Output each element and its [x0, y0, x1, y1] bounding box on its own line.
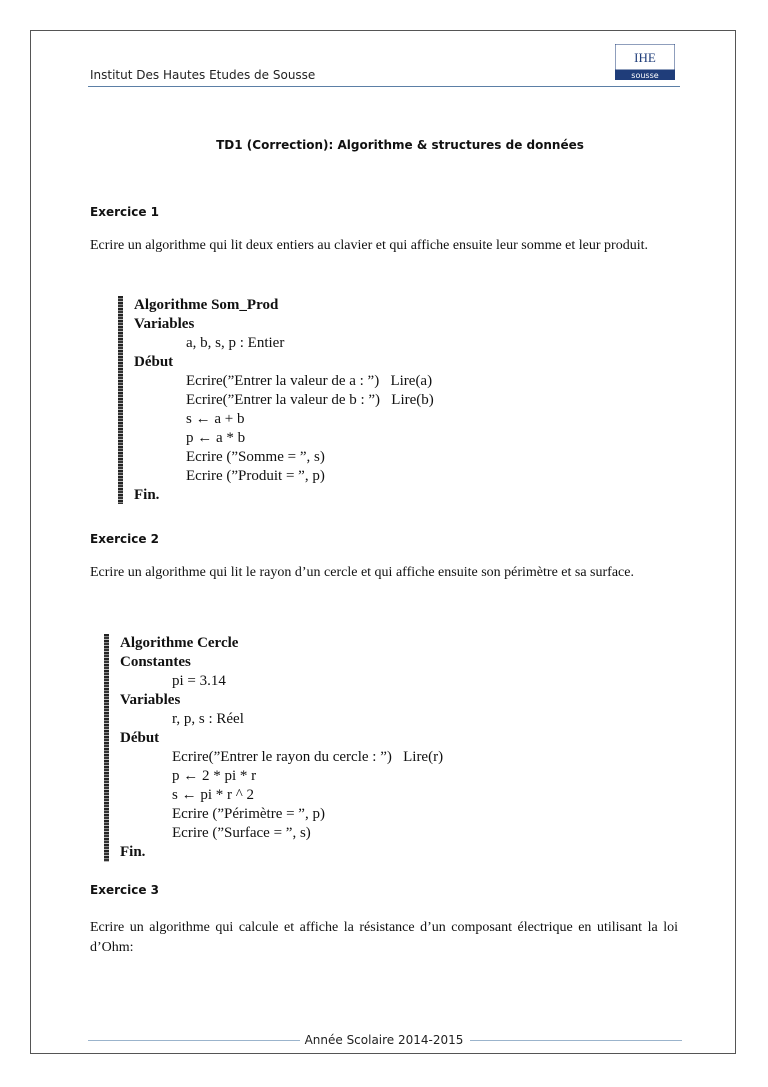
- institution-header: Institut Des Hautes Etudes de Sousse: [90, 68, 316, 82]
- exercise-1-heading: Exercice 1: [90, 205, 159, 219]
- code-line: Début: [120, 730, 160, 746]
- code-line: Ecrire (”Somme = ”, s): [186, 449, 325, 465]
- code-line: Début: [134, 354, 174, 370]
- logo-top-text: IHE: [634, 50, 656, 65]
- code-line: Ecrire(”Entrer la valeur de a : ”) Lire(a): [186, 373, 433, 389]
- code-line: pi = 3.14: [172, 673, 226, 689]
- exercise-2-code: [104, 634, 484, 862]
- code-line: Variables: [134, 316, 195, 332]
- code-line: s ← pi * r ^ 2: [172, 787, 255, 803]
- code-line: p ← 2 * pi * r: [172, 768, 257, 784]
- exercise-2-statement: Ecrire un algorithme qui lit le rayon d’un cercle et qui affiche ensuite son périmètre et sa surface.: [90, 565, 634, 580]
- code-margin-bar: [118, 296, 123, 504]
- exercise-2-heading: Exercice 2: [90, 532, 159, 546]
- exercise-3-heading: Exercice 3: [90, 883, 159, 897]
- code-line: r, p, s : Réel: [172, 711, 244, 727]
- code-line: Ecrire(”Entrer la valeur de b : ”) Lire(b): [186, 392, 434, 408]
- footer-divider-right: [470, 1040, 682, 1041]
- footer-school-year: Année Scolaire 2014-2015: [304, 1033, 464, 1047]
- header-divider: [88, 86, 680, 87]
- code-line: Ecrire (”Produit = ”, p): [186, 468, 325, 484]
- exercise-1-code: [118, 296, 478, 506]
- code-line: Algorithme Cercle: [120, 635, 239, 651]
- code-line: a, b, s, p : Entier: [186, 335, 285, 351]
- institution-logo: [615, 44, 675, 80]
- code-line: Constantes: [120, 654, 191, 670]
- exercise-1-statement: Ecrire un algorithme qui lit deux entiers au clavier et qui affiche ensuite leur somme et leur produit.: [90, 238, 648, 253]
- code-line: Ecrire (”Surface = ”, s): [172, 825, 311, 841]
- code-line: p ← a * b: [186, 430, 246, 446]
- code-line: Fin.: [134, 487, 160, 503]
- exercise-3-statement: Ecrire un algorithme qui calcule et affiche la résistance d’un composant électrique en utilisant la loi d’Ohm:: [90, 920, 678, 955]
- code-margin-bar: [104, 634, 109, 862]
- code-line: Ecrire(”Entrer le rayon du cercle : ”) Lire(r): [172, 749, 444, 765]
- code-line: Algorithme Som_Prod: [134, 297, 279, 313]
- code-line: Ecrire (”Périmètre = ”, p): [172, 806, 325, 822]
- code-line: s ← a + b: [186, 411, 245, 427]
- document-title: TD1 (Correction): Algorithme & structures de données: [216, 138, 584, 152]
- code-line: Variables: [120, 692, 181, 708]
- code-line: Fin.: [120, 844, 146, 860]
- logo-bottom-text: sousse: [631, 71, 659, 80]
